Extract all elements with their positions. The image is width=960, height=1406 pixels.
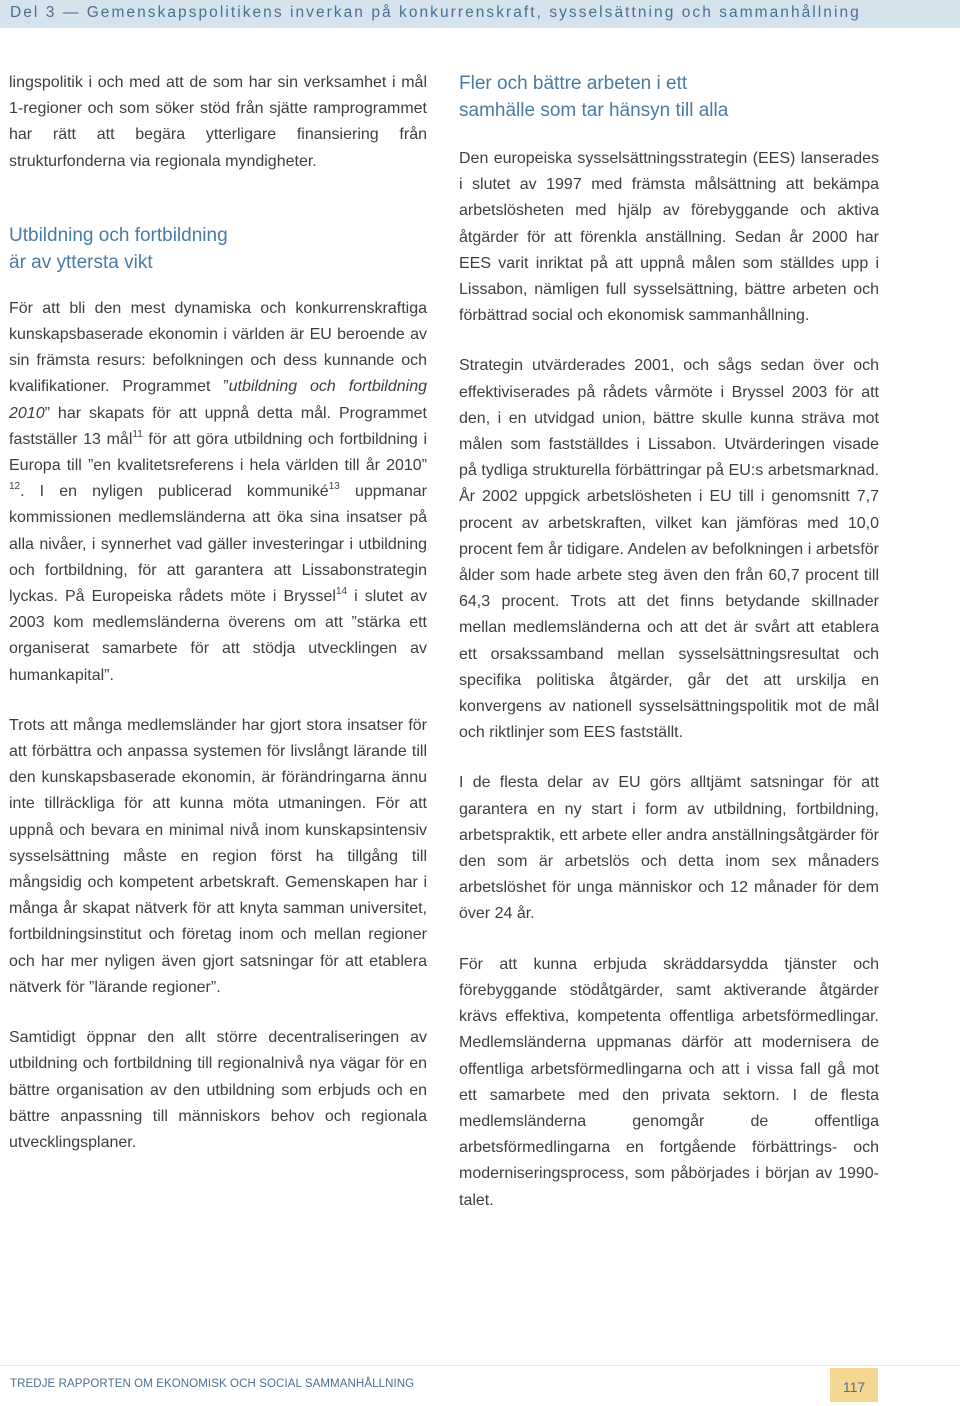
- left-section-heading: [9, 222, 427, 276]
- right-section-heading: [459, 70, 879, 124]
- left-column: [9, 70, 427, 1180]
- right-paragraph-3: I de flesta delar av EU görs alltjämt satsningar för att garantera en ny start i form av utbildning, fortbildning, arbetspraktik, ett arbete eller andra anställningsåtgärder för den som är arbetslös och detta inom sex månaders arbetslöshet för unga människor och 12 månader för dem över 24 år.: [459, 774, 879, 923]
- left-heading-line-1: Utbildning och fortbildning: [9, 224, 228, 246]
- right-paragraph-2: Strategin utvärderades 2001, och sågs sedan över och effektiviserades på rådets vårmöte i Bryssel 2003 för att den, i en utvidgad union, bättre skulle kunna sträva mot målen som fastställdes i Lissabon. Utvärderingen visade på tydliga strukturella förbättringar på EU:s arbetsmarknad. År 2002 uppgick arbetslösheten i EU till i genomsnitt 7,7 procent av arbetskraften, vilket kan jämföras med 10,0 procent fem år tidigare. Andelen av befolkningen i arbetsför ålder som hade arbete steg även den från 60,7 procent till 64,3 procent. Trots att det finns betydande skillnader mellan medlemsländerna och att det är svårt att etablera ett orsakssamband mellan sysselsättningsresultat och specifika politiska åtgärder, går det att urskilja en konvergens av nationell sysselsättningspolitik mot de mål och riktlinjer som EES fastställt.: [459, 357, 879, 742]
- left-intro-paragraph: lingspolitik i och med att de som har sin verksamhet i mål 1-regioner och som söker stöd från sjätte ramprogrammet har rätt att begära ytterligare finansiering från strukturfonderna via regionala myndigheter.: [9, 74, 427, 170]
- page-number-badge: 117: [830, 1368, 878, 1402]
- left-p1-text-f: i slutet av 2003 kom medlemsländerna överens om att ”stärka ett organiserat samarbete för att stödja utvecklingen av humankapital”.: [9, 588, 428, 684]
- left-p1-text-d: . I en nyligen publicerad kommuniké: [20, 483, 329, 501]
- running-header-bar: [0, 0, 960, 28]
- left-paragraph-2: Trots att många medlemsländer har gjort stora insatser för att förbättra och anpassa systemen för livslångt lärande till den kunskapsbaserade ekonomin, är förändringarna ännu inte tillräckliga för att kunna möta utmaningen. För att uppnå och bevara en minimal nivå inom kunskapsintensiv sysselsättning måste en region först ha tillgång till mångsidig och kompetent arbetskraft. Gemenskapen har i många år skapat nätverk för att knyta samman universitet, fortbildningsinstitut och företag inom och mellan regioner och har mer nyligen även gjort satsningar för att etablera nätverk för ”lärande regioner”.: [9, 716, 427, 996]
- left-p1-text-a: För att bli den mest dynamiska och konkurrenskraftiga kunskapsbaserade ekonomin i världen är EU beroende av sin främsta resurs: befolkningen och dess kunnande och kvalifikationer. Programmet ”: [9, 299, 427, 396]
- right-paragraph-4: För att kunna erbjuda skräddarsydda tjänster och förebyggande stödåtgärder, samt aktiverande åtgärder krävs effektiva, kompetenta offentliga arbetsförmedlingar. Medlemsländerna uppmanas därför att modernisera de offentliga arbetsförmedlingarna och att i vissa fall gå mot ett samarbete med den privata sektorn. I de flesta medlemsländerna genomgår de offentliga arbetsförmedlingarna en fortgående förbättrings- och moderniseringsprocess, som påbörjades i början av 1990-talet.: [459, 955, 879, 1209]
- left-p1-text-b: ” har skapats för att uppnå detta mål. Programmet fastställer 13 mål: [9, 404, 427, 448]
- right-heading-line-2: samhälle som tar hänsyn till alla: [459, 100, 729, 121]
- footer-divider: [0, 1365, 960, 1366]
- right-paragraph-1: Den europeiska sysselsättningsstrategin (EES) lanserades i slutet av 1997 med främsta målsättning att bekämpa arbetslösheten med hjälp av förebyggande och aktiva åtgärder för att förenkla anställning. Sedan år 2000 har EES varit inriktat på att uppnå målen som ställdes upp i Lissabon, nämligen full sysselsättning, bättre arbeten och förbättrad social och ekonomisk sammanhållning.: [459, 150, 879, 325]
- footnote-ref-13: 13: [328, 481, 340, 493]
- left-paragraph-1: [9, 296, 427, 689]
- right-heading-line-1: Fler och bättre arbeten i ett: [459, 73, 688, 94]
- left-paragraph-3: Samtidigt öppnar den allt större decentraliseringen av utbildning och fortbildning till regionalnivå nya vägar för en bättre organisation av den utbildning som erbjuds och en bättre anpassning till människors behov och regionala utvecklingsplaner.: [9, 1029, 427, 1151]
- left-p1-text-c: för att göra utbildning och fortbildning i Europa till ”en kvalitetsreferens i hela världen till år 2010”: [9, 430, 427, 475]
- running-header-title: Del 3 — Gemenskapspolitikens inverkan på konkurrenskraft, sysselsättning och sammanhållning: [10, 4, 861, 21]
- footnote-ref-11: 11: [132, 428, 143, 440]
- left-heading-line-2: är av yttersta vikt: [9, 251, 153, 273]
- program-title-italic: utbildning och fortbildning 2010: [9, 378, 427, 422]
- footnote-ref-12: 12: [9, 481, 21, 493]
- right-column: [459, 70, 879, 1238]
- left-p1-text-e: uppmanar kommissionen medlemsländerna att öka sina insatser på alla nivåer, i synnerhet vad gäller investeringar i utbildning och fortbildning, för att garantera att Lissabonstrategin lyckas. På Europeiska rådets möte i Bryssel: [9, 483, 428, 606]
- footer-report-title: TREDJE RAPPORTEN OM EKONOMISK OCH SOCIAL SAMMANHÅLLNING: [10, 1378, 415, 1390]
- footnote-ref-14: 14: [335, 586, 348, 598]
